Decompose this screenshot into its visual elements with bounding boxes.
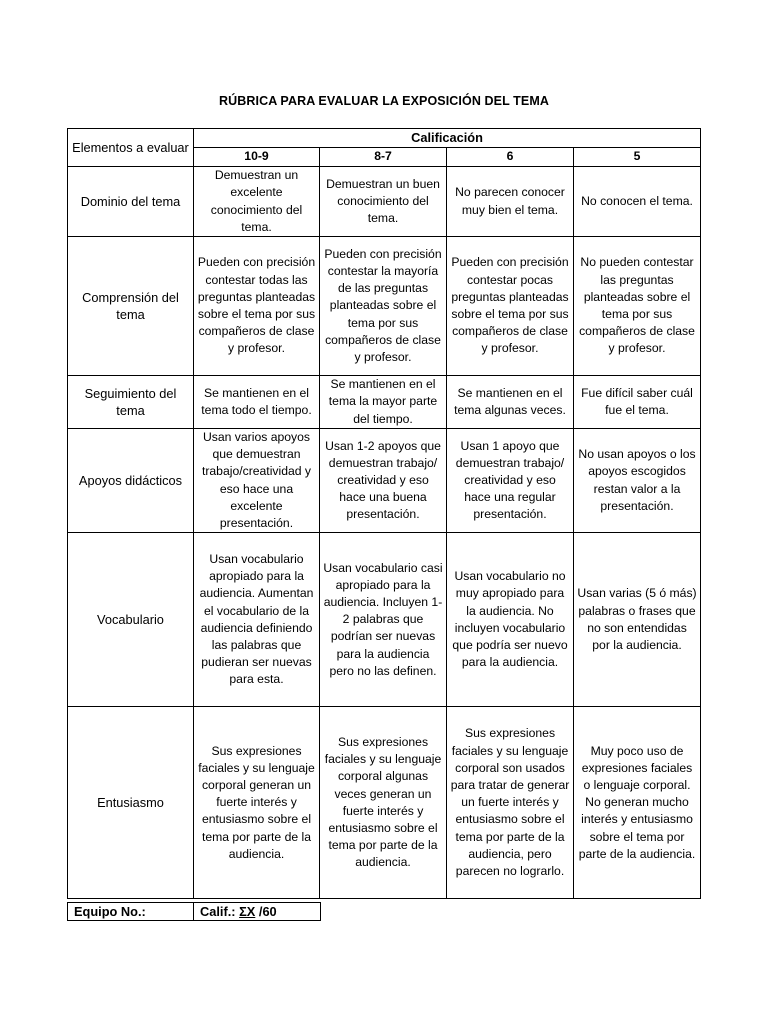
rubric-cell: Usan 1-2 apoyos que demuestran trabajo/ creatividad y eso hace una buena presentación. [320,429,447,533]
rubric-cell: Usan vocabulario no muy apropiado para la audiencia. No incluyen vocabulario que podría ser nuevo para la audiencia. [447,533,574,707]
table-row [68,167,701,237]
rubric-cell: Se mantienen en el tema la mayor parte del tiempo. [320,376,447,429]
rubric-cell: Pueden con precisión contestar la mayoría de las preguntas planteadas sobre el tema por sus compañeros de clase y profesor. [320,237,447,376]
rubric-cell: Sus expresiones faciales y su lenguaje corporal algunas veces generan un fuerte interés y entusiasmo sobre el tema por parte de la audiencia. [320,707,447,899]
rubric-cell: No conocen el tema. [574,167,701,237]
rubric-cell: Pueden con precisión contestar todas las preguntas planteadas sobre el tema por sus compañeros de clase y profesor. [194,237,320,376]
header-row-top [68,129,701,148]
rubric-cell: Fue difícil saber cuál fue el tema. [574,376,701,429]
score-header: 5 [574,148,701,167]
rubric-cell: Usan 1 apoyo que demuestran trabajo/ creatividad y eso hace una regular presentación. [447,429,574,533]
criterion-label: Entusiasmo [68,707,194,899]
grade-total-field [193,902,321,921]
rubric-cell: No usan apoyos o los apoyos escogidos restan valor a la presentación. [574,429,701,533]
elements-header: Elementos a evaluar [68,129,194,167]
table-row [68,707,701,899]
rubric-cell: Usan varias (5 ó más) palabras o frases que no son entendidas por la audiencia. [574,533,701,707]
table-row [68,533,701,707]
table-row [68,237,701,376]
criterion-label: Vocabulario [68,533,194,707]
grade-label: Calif.: [200,904,240,919]
rubric-cell: Usan varios apoyos que demuestran trabajo/creatividad y eso hace una excelente presentación. [194,429,320,533]
criterion-label: Seguimiento del tema [68,376,194,429]
grade-total: /60 [255,904,277,919]
team-label: Equipo No.: [74,904,146,919]
rubric-cell: Sus expresiones faciales y su lenguaje corporal generan un fuerte interés y entusiasmo sobre el tema por parte de la audiencia. [194,707,320,899]
table-row [68,429,701,533]
rubric-cell: Sus expresiones faciales y su lenguaje corporal son usados para tratar de generar un fuerte interés y entusiasmo sobre el tema por parte de la audiencia, pero parecen no lograrlo. [447,707,574,899]
rubric-cell: Usan vocabulario casi apropiado para la audiencia. Incluyen 1-2 palabras que podrían ser nuevas para la audiencia pero no las definen. [320,533,447,707]
team-number-field [67,902,194,921]
rubric-cell: Demuestran un excelente conocimiento del tema. [194,167,320,237]
criterion-label: Comprensión del tema [68,237,194,376]
sigma-symbol: ΣX [239,904,256,919]
rubric-cell: No pueden contestar las preguntas planteadas sobre el tema por sus compañeros de clase y profesor. [574,237,701,376]
table-row [68,376,701,429]
score-header: 10-9 [194,148,320,167]
rubric-cell: No parecen conocer muy bien el tema. [447,167,574,237]
criterion-label: Apoyos didácticos [68,429,194,533]
grading-header: Calificación [194,129,701,148]
rubric-cell: Usan vocabulario apropiado para la audiencia. Aumentan el vocabulario de la audiencia definiendo las palabras que pudieran ser nuevas para esta. [194,533,320,707]
rubric-cell: Muy poco uso de expresiones faciales o lenguaje corporal. No generan mucho interés y entusiasmo sobre el tema por parte de la audiencia. [574,707,701,899]
document-title: RÚBRICA PARA EVALUAR LA EXPOSICIÓN DEL TEMA [218,94,549,108]
rubric-table [67,128,701,899]
score-header: 8-7 [320,148,447,167]
rubric-cell: Se mantienen en el tema todo el tiempo. [194,376,320,429]
rubric-cell: Demuestran un buen conocimiento del tema. [320,167,447,237]
criterion-label: Dominio del tema [68,167,194,237]
rubric-cell: Se mantienen en el tema algunas veces. [447,376,574,429]
rubric-cell: Pueden con precisión contestar pocas preguntas planteadas sobre el tema por sus compañeros de clase y profesor. [447,237,574,376]
score-header: 6 [447,148,574,167]
